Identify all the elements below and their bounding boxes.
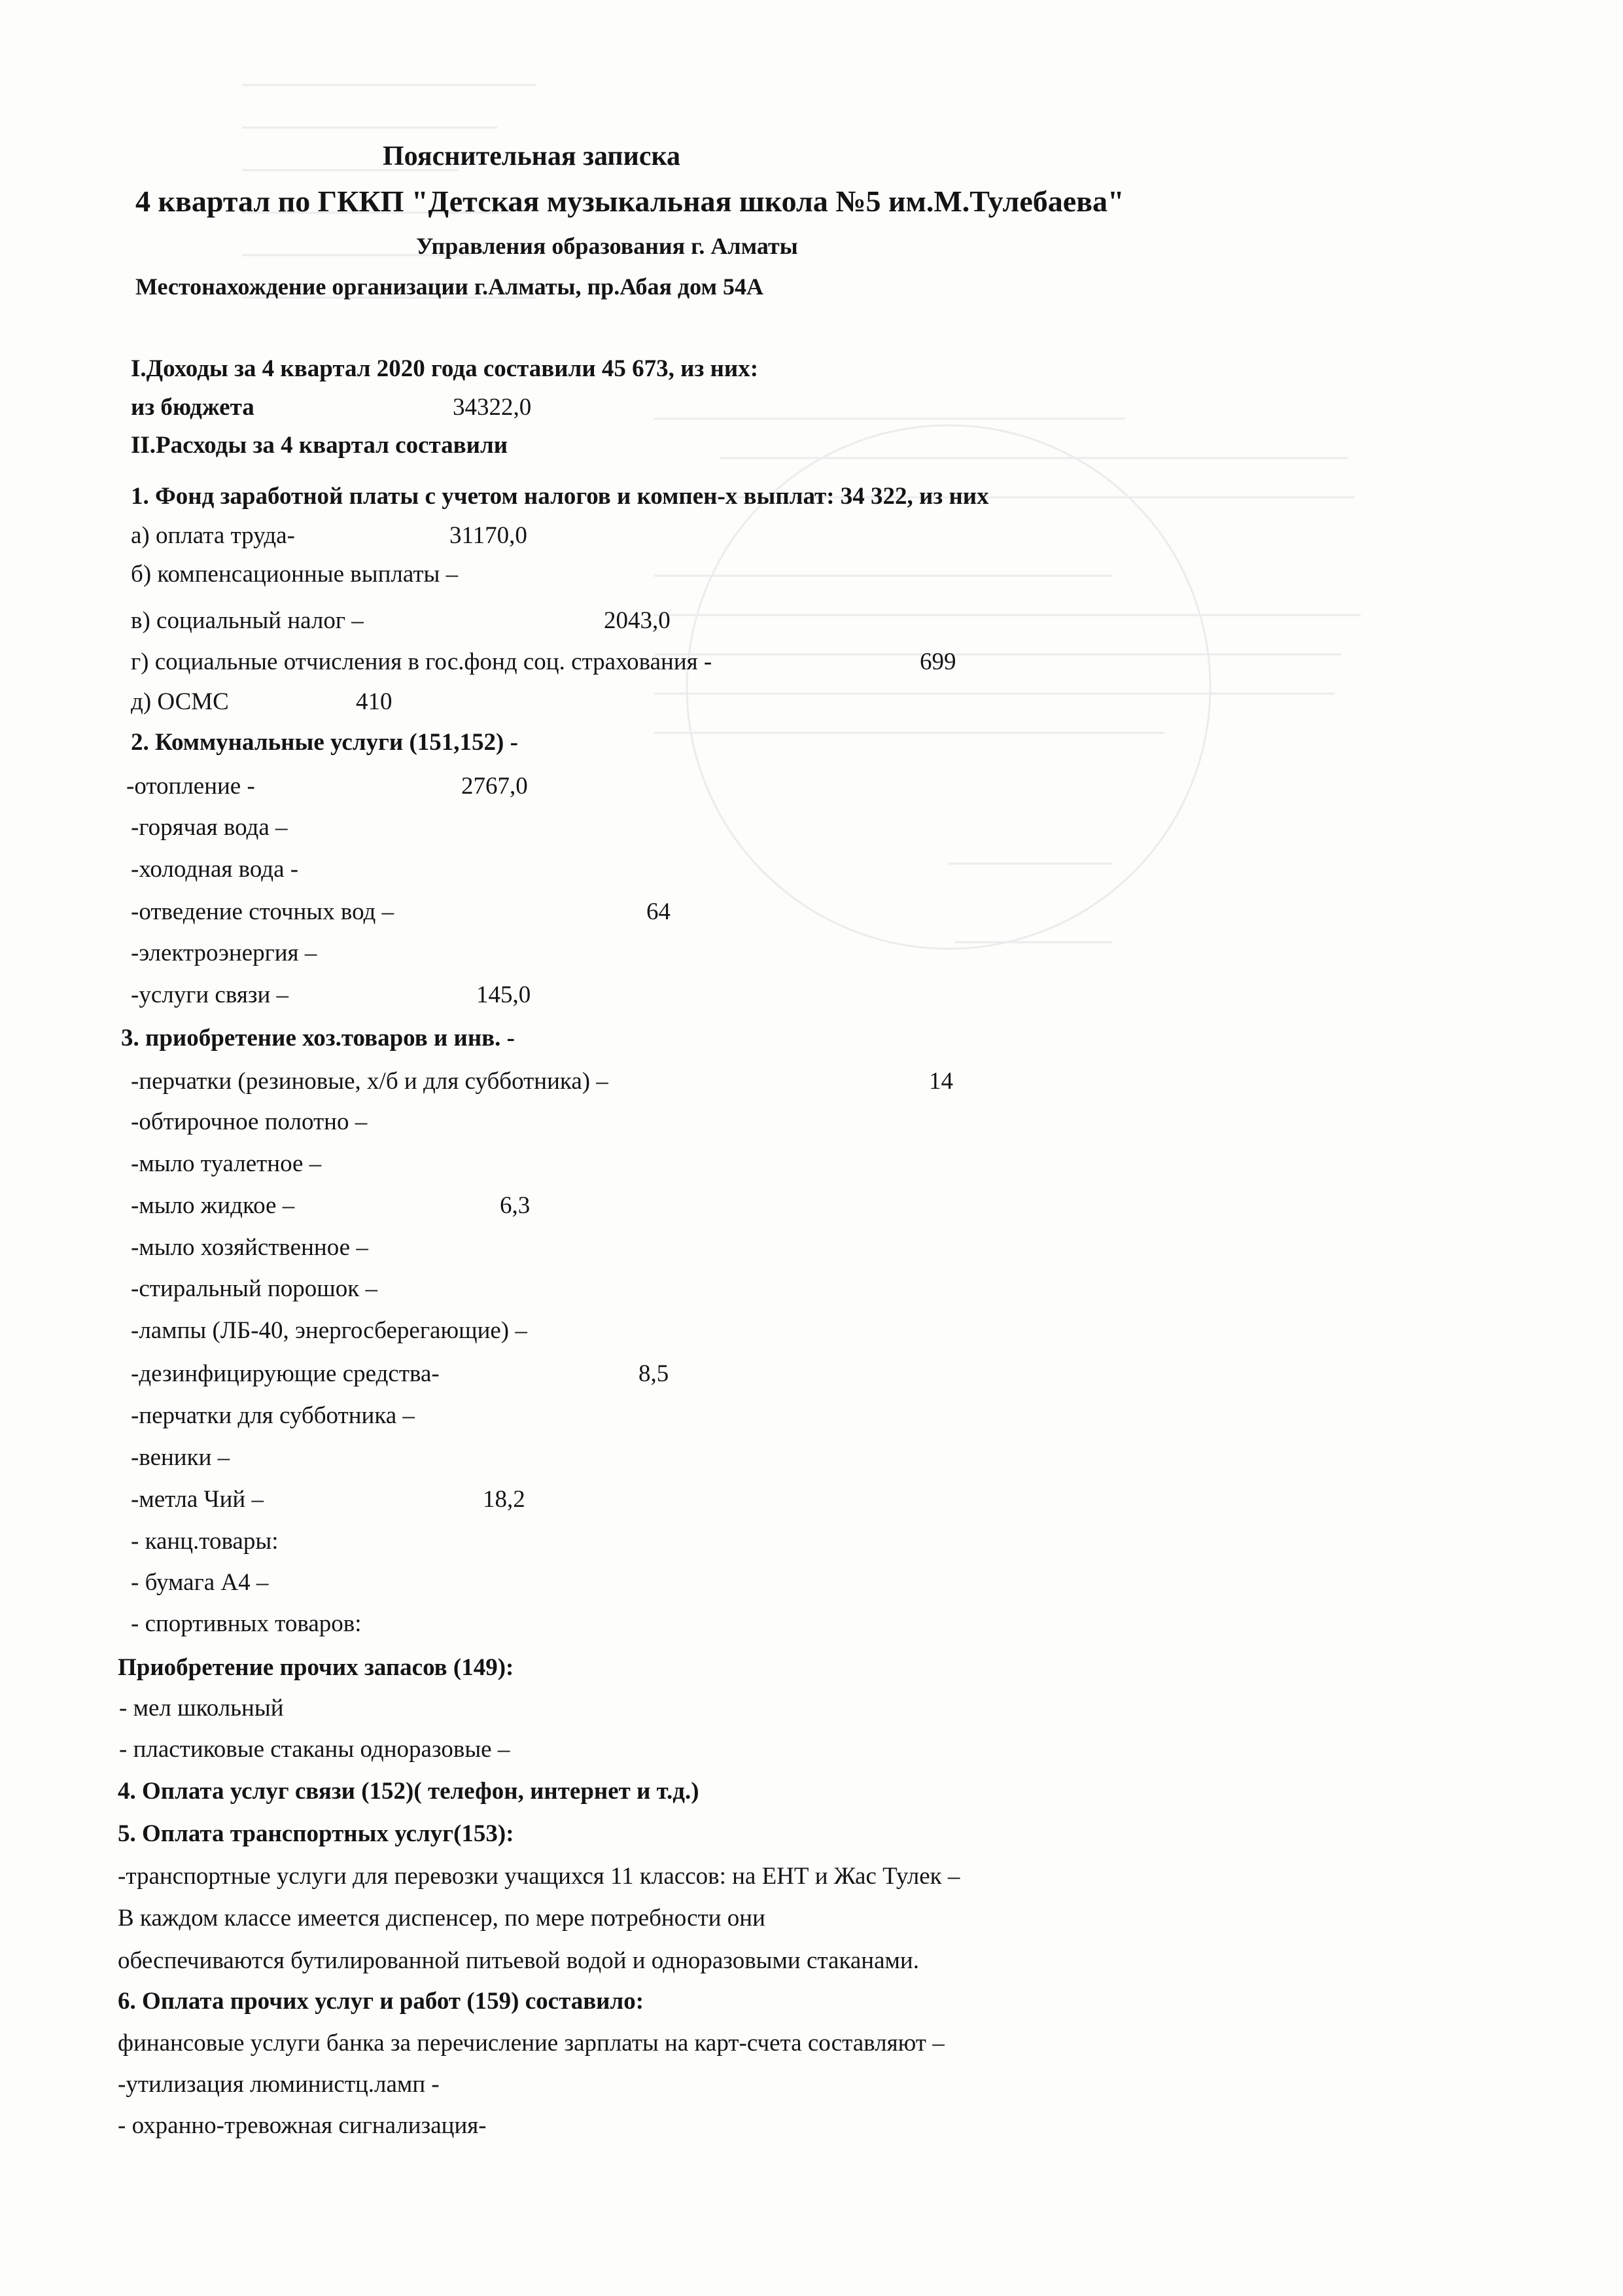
wage-item-label: б) компенсационные выплаты – — [131, 561, 459, 588]
utilities-heading: 2. Коммунальные услуги (151,152) - — [131, 729, 518, 756]
utility-item-label: -услуги связи – — [131, 981, 289, 1008]
supply-item-value: 18,2 — [483, 1486, 525, 1513]
communications-heading: 4. Оплата услуг связи (152)( телефон, интернет и т.д.) — [118, 1778, 699, 1805]
supply-item-label: -обтирочное полотно – — [131, 1108, 368, 1135]
wage-item-value: 410 — [356, 688, 393, 715]
supply-item-value: 14 — [929, 1068, 953, 1095]
supply-item-label: - канц.товары: — [131, 1528, 279, 1555]
supply-item-value: 6,3 — [500, 1192, 531, 1219]
supply-item-label: -метла Чий – — [131, 1486, 264, 1513]
location-line: Местонахождение организации г.Алматы, пр.Абая дом 54А — [135, 274, 763, 300]
utility-item-label: -отведение сточных вод – — [131, 898, 394, 925]
other-services-line: финансовые услуги банка за перечисление зарплаты на карт-счета составляют – — [118, 2030, 945, 2057]
utility-item-value: 2767,0 — [461, 773, 528, 800]
supply-item-label: -перчатки (резиновые, х/б и для субботника) – — [131, 1068, 608, 1095]
other-stock-item: - мел школьный — [119, 1695, 284, 1722]
page-title: Пояснительная записка — [383, 141, 681, 171]
transport-heading: 5. Оплата транспортных услуг(153): — [118, 1820, 514, 1847]
supply-item-label: -мыло туалетное – — [131, 1150, 322, 1177]
supply-item-label: -лампы (ЛБ-40, энергосберегающие) – — [131, 1317, 527, 1344]
transport-line: -транспортные услуги для перевозки учащихся 11 классов: на ЕНТ и Жас Тулек – — [118, 1863, 960, 1890]
income-heading: I.Доходы за 4 квартал 2020 года составили 45 673, из них: — [131, 355, 759, 382]
utility-item-value: 64 — [646, 898, 671, 925]
other-services-line: - охранно-тревожная сигнализация- — [118, 2112, 487, 2139]
supply-item-label: - спортивных товаров: — [131, 1610, 362, 1637]
budget-label: из бюджета — [131, 394, 254, 421]
utility-item-label: -электроэнергия – — [131, 940, 317, 966]
department-line: Управления образования г. Алматы — [416, 233, 798, 259]
supply-item-label: -веники – — [131, 1444, 230, 1471]
supply-item-label: - бумага А4 – — [131, 1569, 269, 1596]
other-services-heading: 6. Оплата прочих услуг и работ (159) составило: — [118, 1988, 644, 2015]
wage-fund-heading: 1. Фонд заработной платы с учетом налогов и компен-х выплат: 34 322, из них — [131, 483, 989, 510]
transport-line: В каждом классе имеется диспенсер, по мере потребности они — [118, 1905, 765, 1932]
utility-item-label: -холодная вода - — [131, 856, 299, 883]
supply-item-label: -мыло хозяйственное – — [131, 1234, 368, 1261]
wage-item-label: в) социальный налог – — [131, 607, 364, 634]
supply-item-value: 8,5 — [638, 1360, 669, 1387]
budget-value: 34322,0 — [453, 394, 532, 421]
expenses-heading: II.Расходы за 4 квартал составили — [131, 432, 508, 459]
other-services-line: -утилизация люминистц.ламп - — [118, 2071, 440, 2098]
wage-item-label: д) ОСМС — [131, 688, 229, 715]
supplies-heading: 3. приобретение хоз.товаров и инв. - — [121, 1025, 515, 1051]
wage-item-value: 31170,0 — [449, 522, 527, 549]
utility-item-value: 145,0 — [476, 981, 531, 1008]
supply-item-label: -мыло жидкое – — [131, 1192, 295, 1219]
supply-item-label: -дезинфицирующие средства- — [131, 1360, 440, 1387]
wage-item-label: а) оплата труда- — [131, 522, 295, 549]
other-stock-item: - пластиковые стаканы одноразовые – — [119, 1736, 510, 1763]
wage-item-value: 699 — [920, 648, 956, 675]
utility-item-label: -горячая вода – — [131, 814, 288, 841]
supply-item-label: -стиральный порошок – — [131, 1275, 378, 1302]
other-stock-heading: Приобретение прочих запасов (149): — [118, 1654, 514, 1681]
transport-line: обеспечиваются бутилированной питьевой водой и одноразовыми стаканами. — [118, 1947, 919, 1974]
page-subtitle: 4 квартал по ГККП "Детская музыкальная школа №5 им.М.Тулебаева" — [135, 185, 1125, 218]
wage-item-value: 2043,0 — [604, 607, 671, 634]
utility-item-label: -отопление - — [126, 773, 255, 800]
wage-item-label: г) социальные отчисления в гос.фонд соц. страхования - — [131, 648, 712, 675]
supply-item-label: -перчатки для субботника – — [131, 1402, 415, 1429]
